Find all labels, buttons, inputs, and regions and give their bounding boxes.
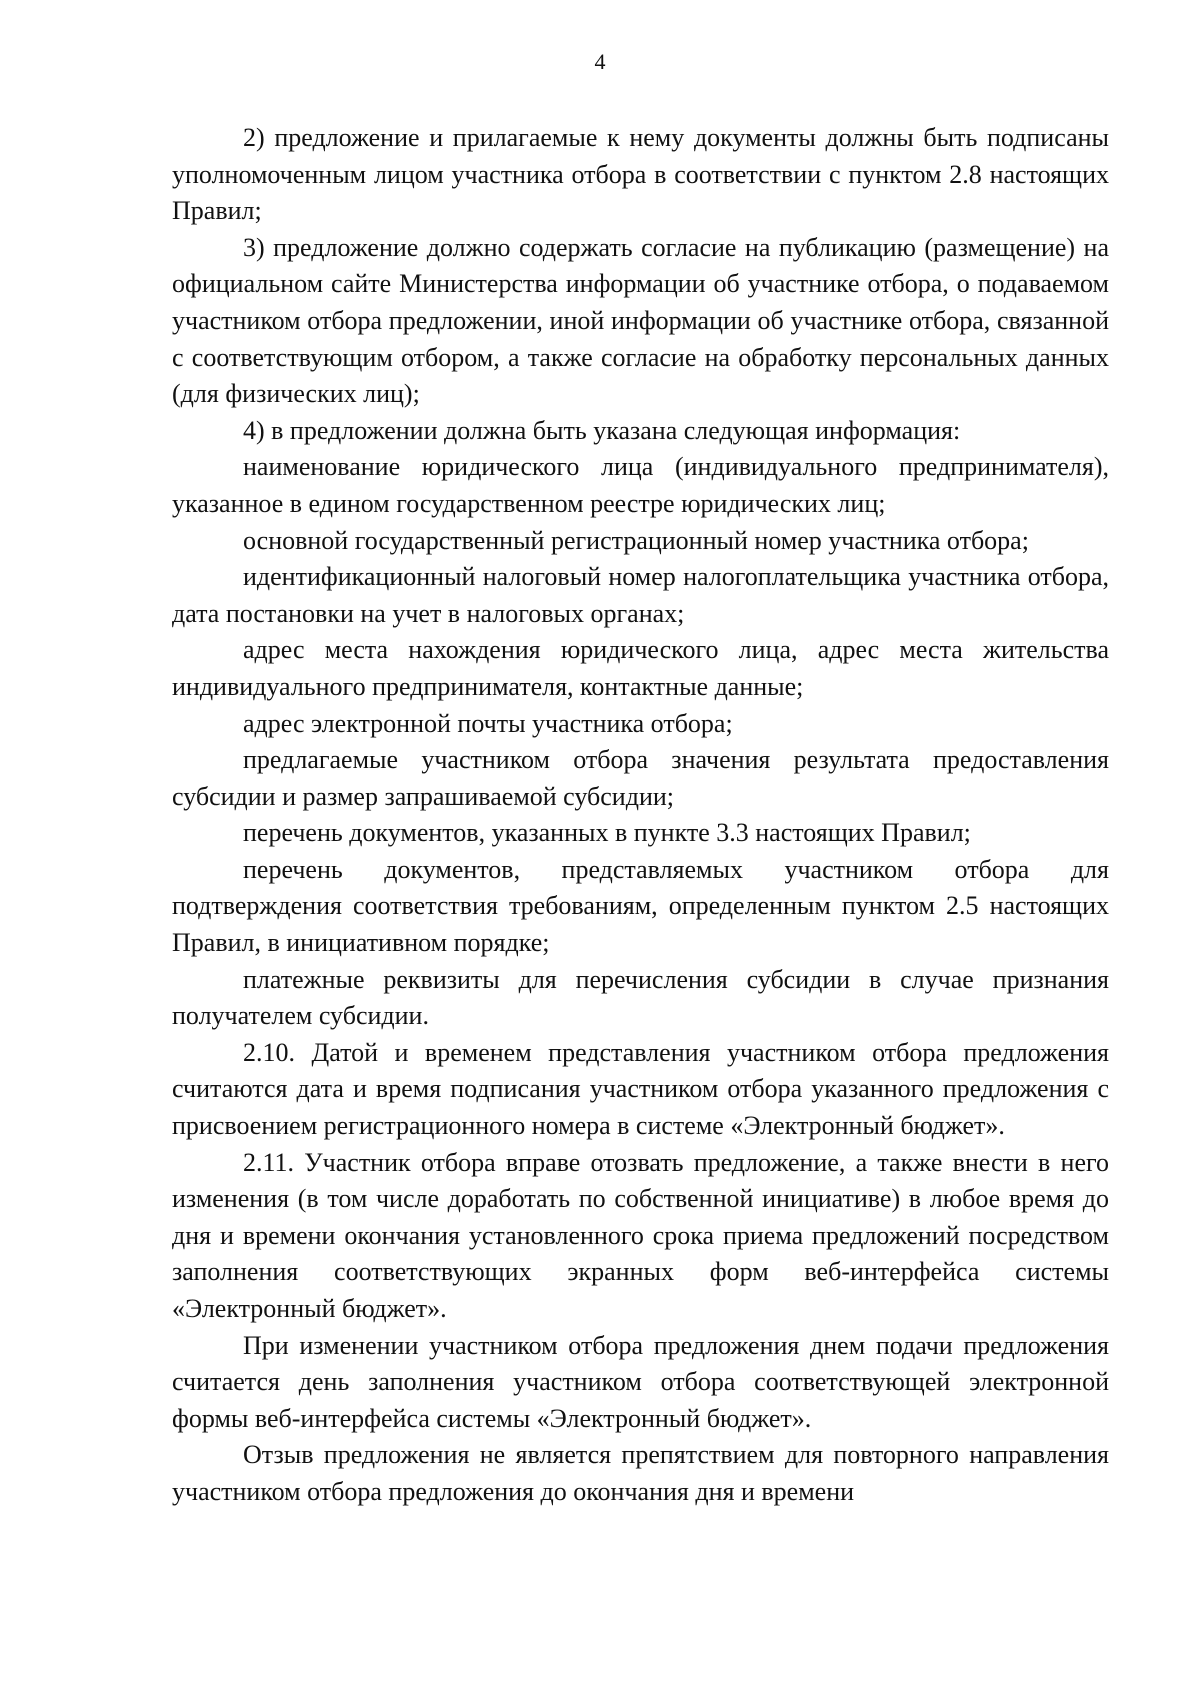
info-item-inn: идентификационный налоговый номер налогоплательщика участника отбора, дата постановки на учет в налоговых органах; <box>172 562 1109 628</box>
list-item-signature: 2) предложение и прилагаемые к нему документы должны быть подписаны уполномоченным лицом участника отбора в соответствии с пунктом 2.8 настоящих Правил; <box>172 123 1109 226</box>
info-item-address: адрес места нахождения юридического лица, адрес места жительства индивидуального предпринимателя, контактные данные; <box>172 635 1109 701</box>
info-item-payment-details: платежные реквизиты для перечисления субсидии в случае признания получателем субсидии. <box>172 964 1109 1031</box>
document-body <box>172 120 1109 1511</box>
clause-2-11: 2.11. Участник отбора вправе отозвать предложение, а также внести в него изменения (в том числе доработать по собственной инициативе) в любое время до дня и времени окончания установленного срока приема предложений посредством заполнения соответствующих экранных форм веб-интерфейса системы «Электронный бюджет». <box>172 1147 1109 1323</box>
paragraph-changes: При изменении участником отбора предложения днем подачи предложения считается день заполнения участником отбора соответствующей электронной формы веб-интерфейса системы «Электронный бюджет». <box>172 1330 1109 1433</box>
page-number: 4 <box>594 49 606 74</box>
info-item-legal-name: наименование юридического лица (индивидуального предпринимателя), указанное в едином государственном реестре юридических лиц; <box>172 452 1109 518</box>
info-item-email: адрес электронной почты участника отбора; <box>243 708 733 738</box>
info-item-confirming-documents: перечень документов, представляемых участником отбора для подтверждения соответствия требованиям, определенным пунктом 2.5 настоящих Правил, в инициативном порядке; <box>172 854 1109 958</box>
clause-2-10: 2.10. Датой и временем представления участником отбора предложения считаются дата и время подписания участником отбора указанного предложения с присвоением регистрационного номера в системе «Электронный бюджет». <box>172 1037 1109 1141</box>
info-item-ogrn: основной государственный регистрационный номер участника отбора; <box>243 525 1029 555</box>
info-item-result-values: предлагаемые участником отбора значения результата предоставления субсидии и размер запрашиваемой субсидии; <box>172 745 1109 811</box>
info-item-documents-list: перечень документов, указанных в пункте 3.3 настоящих Правил; <box>243 818 971 848</box>
list-item-consent: 3) предложение должно содержать согласие на публикацию (размещение) на официальном сайте Министерства информации об участнике отбора, о подаваемом участником отбора предложении, иной информации об участнике отбора, связанной с соответствующим отбором, а также согласие на обработку персональных данных (для физических лиц); <box>172 232 1109 409</box>
paragraph-withdrawal: Отзыв предложения не является препятствием для повторного направления участником отбора предложения до окончания дня и времени <box>172 1440 1109 1506</box>
list-item-required-info: 4) в предложении должна быть указана следующая информация: <box>243 415 961 445</box>
